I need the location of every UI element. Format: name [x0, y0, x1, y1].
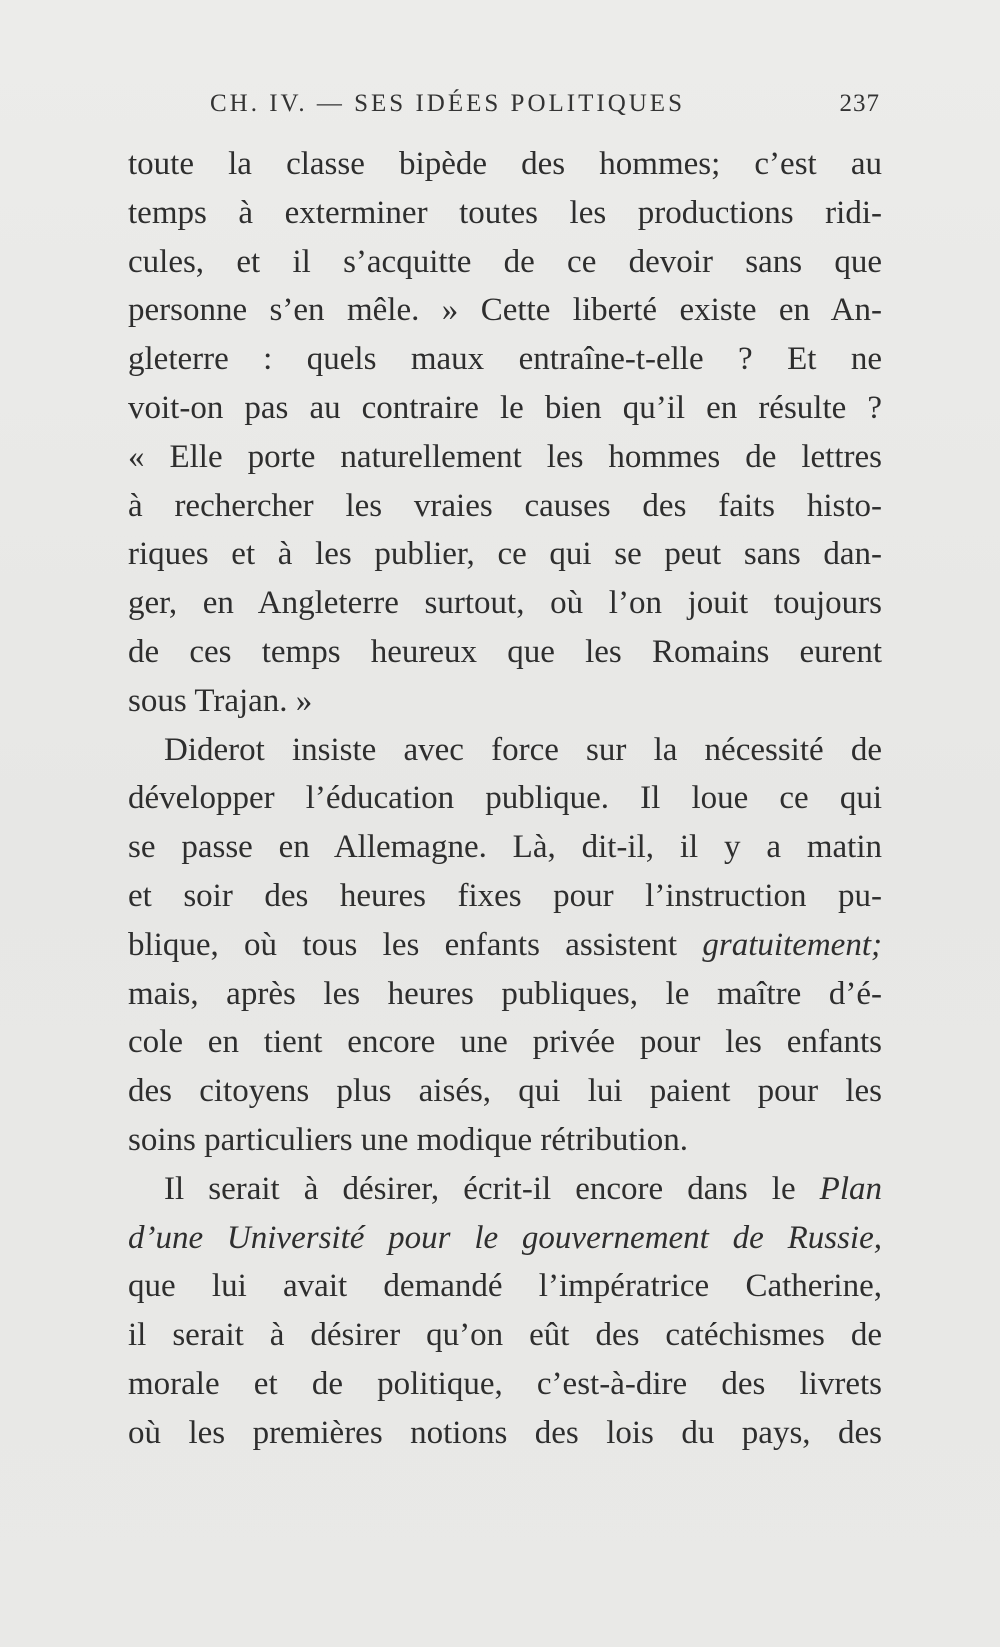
text-line: morale et de politique, c’est-à-dire des livrets — [128, 1365, 882, 1402]
text-line: se passe en Allemagne. Là, dit-il, il y a matin — [128, 829, 882, 866]
text-line: riques et à les publier, ce qui se peut sans dan- — [128, 536, 882, 573]
italic-title-line: d’une Université pour le gouvernement de Russie, — [128, 1219, 882, 1256]
body-text — [128, 140, 882, 1458]
text-line: mais, après les heures publiques, le maître d’é- — [128, 975, 882, 1012]
text-line: que lui avait demandé l’impératrice Catherine, — [128, 1268, 882, 1305]
text-line: gleterre : quels maux entraîne-t-elle ? Et ne — [128, 341, 882, 378]
text-line: de ces temps heureux que les Romains eurent — [128, 633, 882, 670]
text-line-with-italic — [128, 921, 882, 970]
italic-emphasis: gratuitement; — [702, 926, 882, 963]
text-line: où les premières notions des lois du pays, des — [128, 1414, 882, 1451]
text-line: cules, et il s’acquitte de ce devoir sans que — [128, 243, 882, 280]
text-line: cole en tient encore une privée pour les enfants — [128, 1024, 882, 1061]
paragraph-first-line: Diderot insiste avec force sur la nécessité de — [164, 731, 882, 768]
text-line: il serait à désirer qu’on eût des catéchismes de — [128, 1317, 882, 1354]
text-line: à rechercher les vraies causes des faits histo- — [128, 487, 882, 524]
text-line: temps à exterminer toutes les productions ridi- — [128, 194, 882, 231]
text-line: et soir des heures fixes pour l’instruction pu- — [128, 877, 882, 914]
text-line: développer l’éducation publique. Il loue ce qui — [128, 780, 882, 817]
text-line: personne s’en mêle. » Cette liberté existe en An- — [128, 292, 882, 329]
text-line: toute la classe bipède des hommes; c’est au — [128, 146, 882, 182]
roman-text: blique, où tous les enfants assistent — [128, 926, 703, 963]
running-title: CH. IV. — SES IDÉES POLITIQUES — [210, 90, 685, 117]
italic-title: Plan — [819, 1170, 882, 1207]
paragraph-end-line: sous Trajan. » — [128, 682, 313, 719]
text-line: ger, en Angleterre surtout, où l’on jouit toujours — [128, 585, 882, 622]
paragraph-end-line: soins particuliers une modique rétribution. — [128, 1121, 688, 1158]
text-line: des citoyens plus aisés, qui lui paient pour les — [128, 1073, 882, 1110]
roman-text: Il serait à désirer, écrit-il encore dans le — [164, 1170, 820, 1207]
paragraph-first-line — [128, 1165, 882, 1214]
running-head — [128, 84, 880, 124]
page-number: 237 — [839, 90, 880, 117]
text-line: « Elle porte naturellement les hommes de lettres — [128, 438, 882, 475]
text-line: voit-on pas au contraire le bien qu’il en résulte ? — [128, 389, 882, 426]
